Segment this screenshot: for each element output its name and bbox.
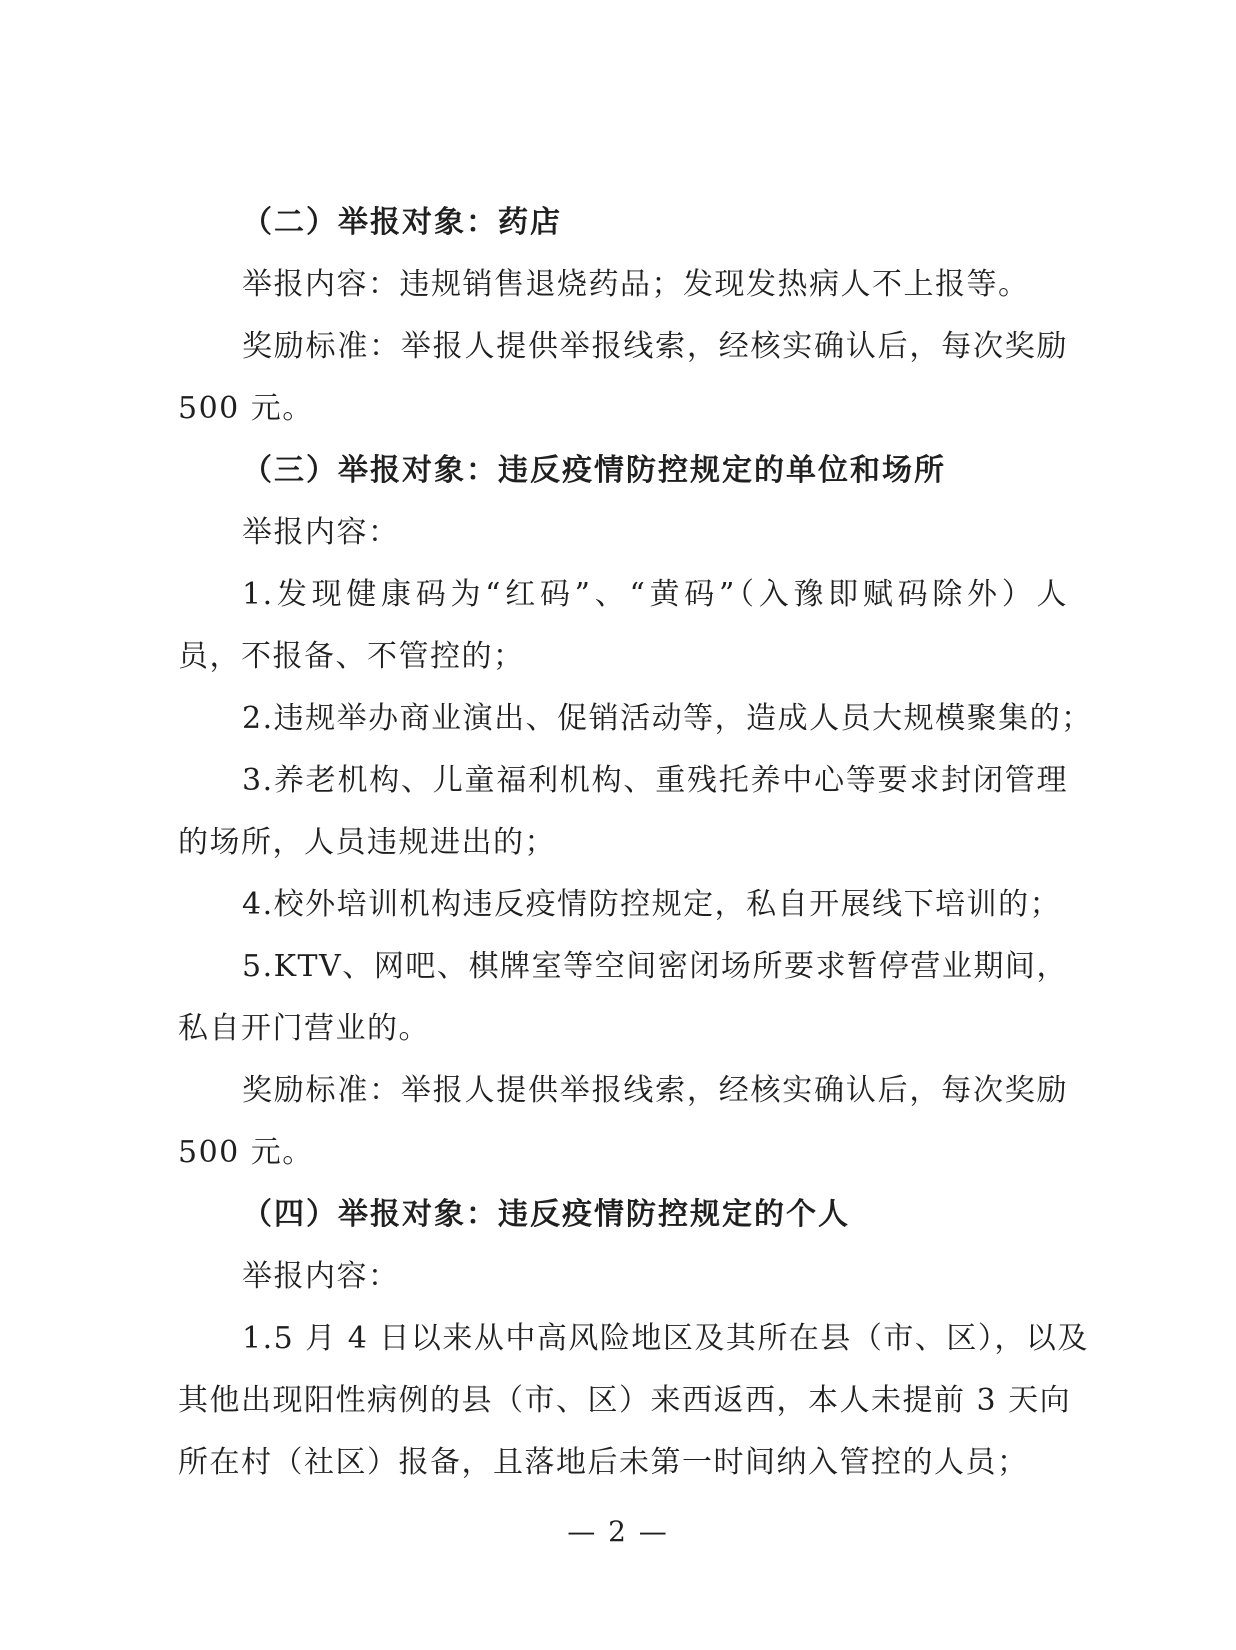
section-heading-2: （二）举报对象：药店 xyxy=(242,205,562,240)
document-body xyxy=(178,192,1093,1494)
reward-amount-line: 500 元。 xyxy=(178,1135,314,1170)
reward-standard-line: 奖励标准：举报人提供举报线索，经核实确认后，每次奖励 xyxy=(242,329,1068,364)
item-5-line-2: 私自开门营业的。 xyxy=(178,1011,430,1046)
page-number: — 2 — xyxy=(567,1515,669,1548)
item-3-line-2: 的场所，人员违规进出的； xyxy=(178,825,556,860)
section-heading-3: （三）举报对象：违反疫情防控规定的单位和场所 xyxy=(242,453,946,488)
individual-item-1-line-2: 其他出现阳性病例的县（市、区）来西返西，本人未提前 3 天向 xyxy=(178,1383,1072,1418)
item-4-line: 4.校外培训机构违反疫情防控规定，私自开展线下培训的； xyxy=(242,887,1062,922)
item-1-line-2: 员，不报备、不管控的； xyxy=(178,639,525,674)
reward-standard-line: 奖励标准：举报人提供举报线索，经核实确认后，每次奖励 xyxy=(242,1073,1068,1108)
individual-item-1-line-1: 1.5 月 4 日以来从中高风险地区及其所在县（市、区），以及 xyxy=(242,1321,1089,1356)
item-2-line: 2.违规举办商业演出、促销活动等，造成人员大规模聚集的； xyxy=(242,701,1093,736)
reward-amount-line: 500 元。 xyxy=(178,391,314,426)
report-content-line: 举报内容：违规销售退烧药品；发现发热病人不上报等。 xyxy=(242,267,1030,302)
individual-item-1-line-3: 所在村（社区）报备，且落地后未第一时间纳入管控的人员； xyxy=(178,1445,1029,1480)
item-3-line-1: 3.养老机构、儿童福利机构、重残托养中心等要求封闭管理 xyxy=(242,763,1068,798)
section-heading-4: （四）举报对象：违反疫情防控规定的个人 xyxy=(242,1197,850,1232)
report-content-label: 举报内容： xyxy=(242,1259,400,1294)
item-5-line-1: 5.KTV、网吧、棋牌室等空间密闭场所要求暂停营业期间， xyxy=(242,949,1068,984)
item-1-line-1: 1.发现健康码为“红码”、“黄码”（入豫即赋码除外）人 xyxy=(242,577,1068,612)
report-content-label: 举报内容： xyxy=(242,515,400,550)
